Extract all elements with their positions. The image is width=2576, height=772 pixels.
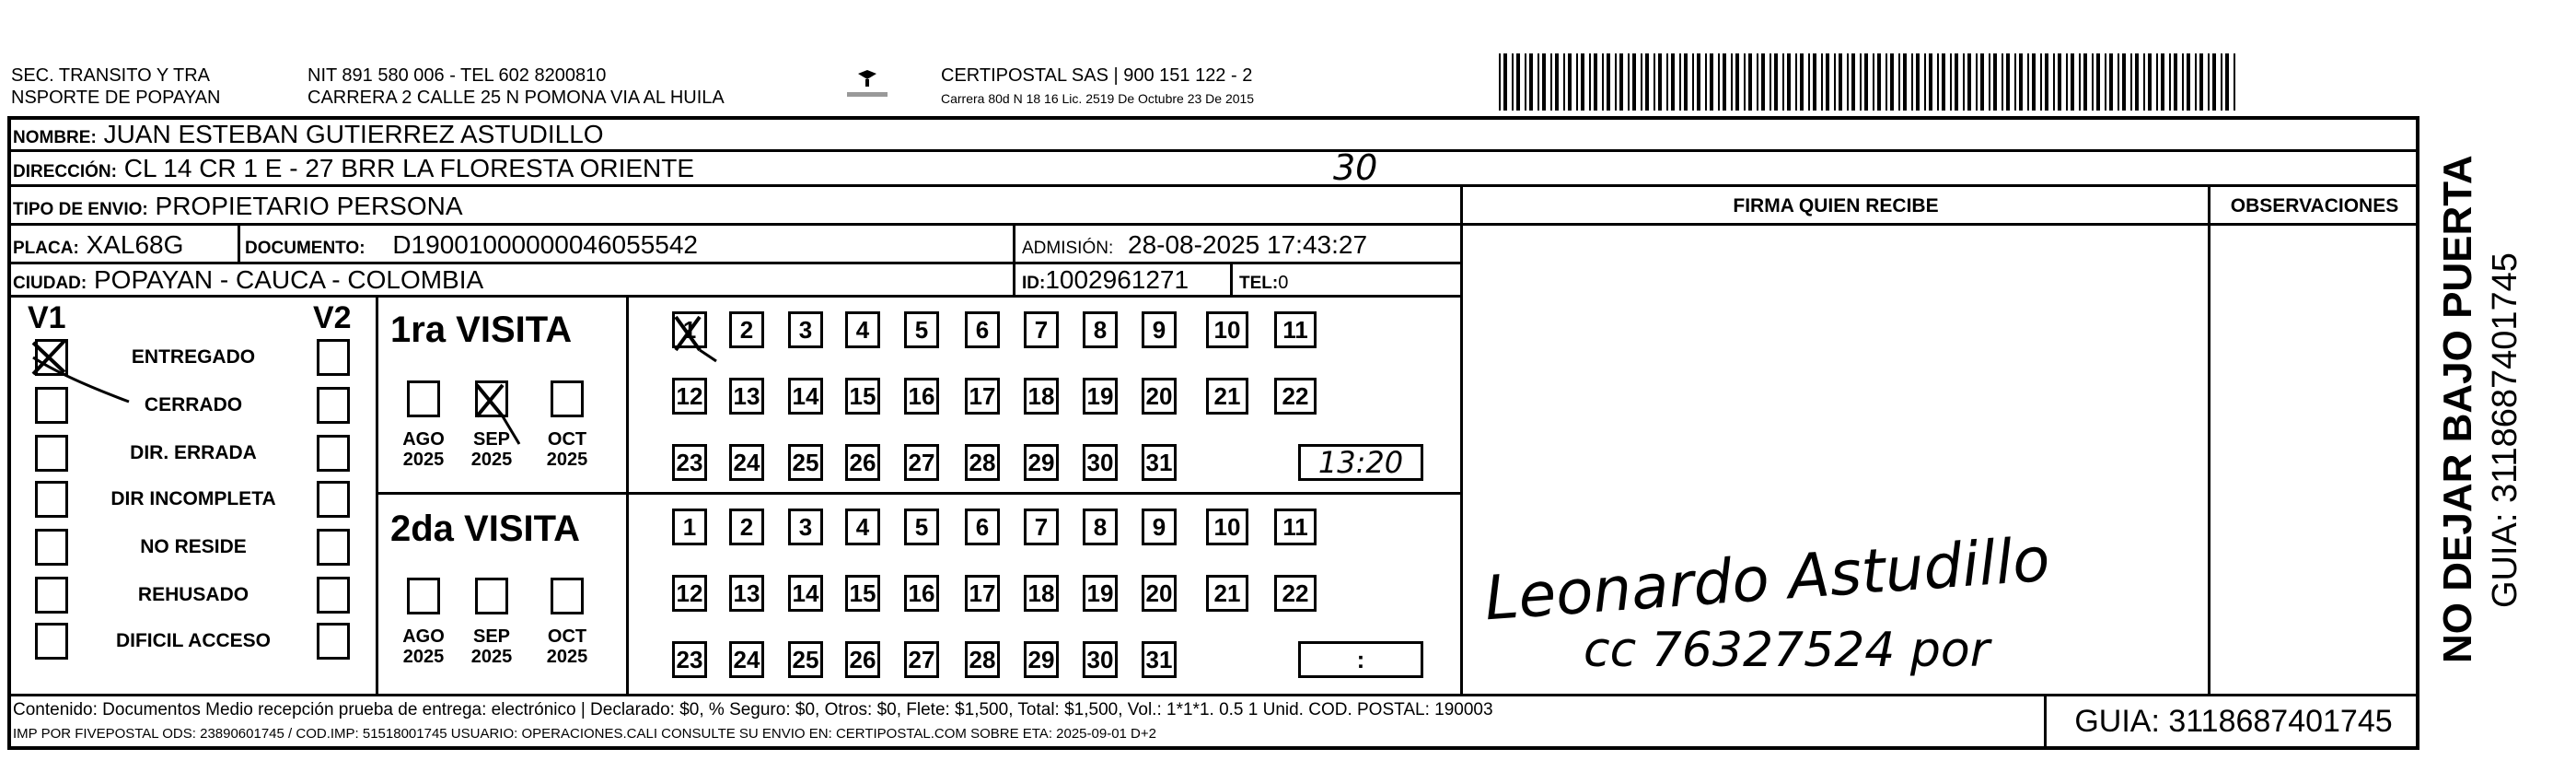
visit-1-day-box[interactable]: 23	[672, 444, 707, 481]
carrier-logo-icon	[840, 66, 895, 103]
id-cell	[1022, 265, 1189, 298]
barcode-bar	[1877, 53, 1881, 111]
barcode-bar	[1723, 53, 1726, 111]
visit-2-day-box[interactable]: 12	[672, 575, 707, 612]
barcode-bar	[1619, 53, 1623, 111]
barcode-bar	[1787, 53, 1791, 111]
footer-guia: GUIA: 3118687401745	[2074, 704, 2393, 739]
barcode-bar	[1937, 53, 1939, 111]
visit-2-month-label: AGO 2025	[402, 626, 445, 667]
barcode-bar	[1628, 53, 1630, 111]
sender-info	[307, 64, 725, 109]
ciudad-value: POPAYAN - CAUCA - COLOMBIA	[94, 265, 484, 294]
barcode-bar	[2122, 53, 2126, 111]
documento-value: D19001000000046055542	[392, 230, 698, 259]
barcode-bar	[1795, 53, 1797, 111]
tel-cell	[1239, 265, 1288, 298]
barcode-bar	[1886, 53, 1887, 111]
visit-1-day-box[interactable]: 2	[729, 311, 764, 348]
visit-1-month-checkbox[interactable]	[407, 380, 440, 417]
admision-cell	[1022, 230, 1367, 263]
barcode-bar	[1924, 53, 1926, 111]
barcode-bar	[1770, 53, 1771, 111]
visit-1-day-box[interactable]: 5	[904, 311, 939, 348]
status-label: REHUSADO	[137, 584, 249, 605]
barcode-bar	[1950, 53, 1952, 111]
nombre-row	[13, 120, 604, 153]
nombre-label: NOMBRE:	[13, 128, 97, 147]
barcode-bar	[1529, 53, 1533, 111]
barcode-bar	[1555, 53, 1559, 111]
visit-2-day-box[interactable]: 11	[1274, 509, 1317, 545]
barcode-bar	[1916, 53, 1920, 111]
barcode-bar	[1898, 53, 1900, 111]
tipo-envio-row	[13, 192, 463, 225]
barcode-bar	[2105, 53, 2106, 111]
v2-status-checkbox[interactable]	[317, 623, 350, 660]
side-guia: GUIA: 3118687401745	[2486, 252, 2524, 608]
barcode-bar	[1581, 53, 1584, 111]
barcode-bar	[1645, 53, 1649, 111]
carrier-info	[941, 64, 1254, 107]
barcode-bar	[1911, 53, 1913, 111]
barcode-bar	[1826, 53, 1829, 111]
barcode-bar	[1989, 53, 1990, 111]
footer-line-2: IMP POR FIVEPOSTAL ODS: 23890601745 / COD.IMP: 51518001745 USUARIO: OPERACIONES.CALI CONSULTE SU ENVIO EN: CERTIPOSTAL.COM SOBRE ETA: 2025-09-01 D+2	[13, 726, 1156, 742]
visit-1-day-box[interactable]: 20	[1142, 378, 1177, 415]
barcode-bar	[1821, 53, 1823, 111]
footer-line-1: Contenido: Documentos Medio recepción prueba de entrega: electrónico | Declarado: $0, % Seguro: $0, Otros: $0, Flete: $1,500, Total: $1,500, Vol.: 1*1*1. 0.5 1 Unid. COD. POSTAL: 190003	[13, 700, 1493, 719]
barcode-bar	[1748, 53, 1752, 111]
placa-label: PLACA:	[13, 239, 79, 258]
visit-1-month-label: SEP 2025	[470, 429, 513, 470]
barcode-bar	[1873, 53, 1874, 111]
visit-1-day-box[interactable]: 4	[845, 311, 880, 348]
visit-2-day-box[interactable]: 5	[904, 509, 939, 545]
visit-1-day-box[interactable]: 18	[1024, 378, 1059, 415]
visit-2-title: 2da VISITA	[390, 509, 580, 549]
day-checkmark	[668, 311, 724, 367]
barcode-bar	[1563, 53, 1565, 111]
status-label: CERRADO	[144, 394, 243, 415]
visit-2-day-box[interactable]: 29	[1024, 641, 1059, 678]
barcode-bar	[2006, 53, 2010, 111]
barcode-bar	[1976, 53, 1978, 111]
barcode-bar	[1589, 53, 1591, 111]
barcode-bar	[1757, 53, 1758, 111]
visit-2-day-box[interactable]: 16	[904, 575, 939, 612]
barcode-bar	[2066, 53, 2068, 111]
id-label: ID:	[1022, 274, 1046, 293]
tipo-envio-label: TIPO DE ENVIO:	[13, 200, 148, 219]
barcode-bar	[1525, 53, 1526, 111]
barcode-bar	[1658, 53, 1662, 111]
visit-2-day-box[interactable]: 4	[845, 509, 880, 545]
barcode-bar	[2083, 53, 2087, 111]
visit-2-day-box[interactable]: 2	[729, 509, 764, 545]
observaciones-header: OBSERVACIONES	[2230, 195, 2399, 216]
visit-2-time-box[interactable]: :	[1298, 641, 1423, 678]
visit-2-day-box[interactable]: 27	[904, 641, 939, 678]
barcode-bar	[1860, 53, 1862, 111]
visit-1-day-box[interactable]: 19	[1083, 378, 1118, 415]
barcode-bar	[1692, 53, 1694, 111]
barcode-bar	[2014, 53, 2016, 111]
visit-2-day-box[interactable]: 20	[1142, 575, 1177, 612]
placa-value: XAL68G	[86, 230, 184, 259]
visit-2-day-box[interactable]: 18	[1024, 575, 1059, 612]
direccion-label: DIRECCIÓN:	[13, 162, 117, 181]
firma-header: FIRMA QUIEN RECIBE	[1733, 195, 1939, 216]
visit-2-day-box[interactable]: 14	[788, 575, 823, 612]
visit-2-day-box[interactable]: 24	[729, 641, 764, 678]
visit-1-day-box[interactable]: 17	[965, 378, 1000, 415]
tipo-envio-value: PROPIETARIO PERSONA	[155, 192, 463, 220]
barcode-bar	[2199, 53, 2203, 111]
barcode-bar	[1512, 53, 1514, 111]
nit-line-2: CARRERA 2 CALLE 25 N POMONA VIA AL HUILA	[307, 88, 725, 108]
sender-name	[11, 64, 220, 109]
visit-2-day-box[interactable]: 26	[845, 641, 880, 678]
barcode-bar	[1697, 53, 1700, 111]
visit-2-day-box[interactable]: 28	[965, 641, 1000, 678]
admision-label: ADMISIÓN:	[1022, 239, 1114, 258]
barcode-bar	[1808, 53, 1810, 111]
barcode-bar	[1516, 53, 1520, 111]
visit-1-day-box[interactable]: 28	[965, 444, 1000, 481]
barcode-bar	[2109, 53, 2113, 111]
v1-status-checkbox[interactable]	[35, 435, 68, 472]
sender-line-2: NSPORTE DE POPAYAN	[11, 88, 221, 108]
barcode-bar	[1929, 53, 1932, 111]
barcode-bar	[1774, 53, 1778, 111]
visit-1-day-box[interactable]: 16	[904, 378, 939, 415]
barcode-bar	[1782, 53, 1784, 111]
barcode-bar	[1735, 53, 1739, 111]
barcode-bar	[1980, 53, 1984, 111]
barcode-bar	[2002, 53, 2003, 111]
visit-2-day-box[interactable]: 6	[965, 509, 1000, 545]
visit-1-title: 1ra VISITA	[390, 310, 573, 350]
visit-2-day-box[interactable]: 31	[1142, 641, 1177, 678]
barcode-bar	[1847, 53, 1849, 111]
barcode-bar	[2156, 53, 2158, 111]
barcode-bar	[1654, 53, 1655, 111]
visit-1-day-box[interactable]: 24	[729, 444, 764, 481]
status-label: NO RESIDE	[140, 536, 247, 557]
status-label: DIR INCOMPLETA	[110, 488, 276, 509]
visit-1-month-label: OCT 2025	[546, 429, 588, 470]
visit-2-day-box[interactable]: 19	[1083, 575, 1118, 612]
barcode-bar	[2208, 53, 2210, 111]
barcode-bar	[2143, 53, 2145, 111]
barcode-bar	[1903, 53, 1907, 111]
barcode-bar	[1666, 53, 1668, 111]
visit-1-day-box[interactable]: 11	[1274, 311, 1317, 348]
barcode-bar	[2019, 53, 2023, 111]
visit-1-month-checkbox[interactable]	[551, 380, 584, 417]
signature-id: cc 76327524 por	[1584, 623, 1990, 678]
status-label: DIFICIL ACCESO	[115, 630, 271, 651]
visit-2-month-label: OCT 2025	[546, 626, 588, 667]
direccion-row	[13, 154, 694, 187]
visit-1-day-box[interactable]: 27	[904, 444, 939, 481]
barcode-bar	[1761, 53, 1765, 111]
admision-value: 28-08-2025 17:43:27	[1128, 230, 1368, 259]
barcode-bar	[1576, 53, 1578, 111]
visit-1-day-box[interactable]: 12	[672, 378, 707, 415]
nombre-value: JUAN ESTEBAN GUTIERREZ ASTUDILLO	[103, 120, 604, 148]
visit-2-month-checkbox[interactable]	[551, 578, 584, 614]
v2-status-checkbox[interactable]	[317, 529, 350, 566]
barcode-bar	[1594, 53, 1597, 111]
direccion-value: CL 14 CR 1 E - 27 BRR LA FLORESTA ORIENTE	[123, 154, 695, 182]
visit-1-day-box[interactable]: 8	[1083, 311, 1118, 348]
barcode-bar	[1705, 53, 1707, 111]
barcode-bar	[2225, 53, 2229, 111]
v1-status-checkbox[interactable]	[35, 623, 68, 660]
visit-1-day-box[interactable]: 1	[672, 311, 707, 348]
barcode-bar	[2027, 53, 2029, 111]
visit-1-day-box[interactable]: 13	[729, 378, 764, 415]
v2-status-checkbox[interactable]	[317, 339, 350, 376]
barcode-bar	[1744, 53, 1746, 111]
visit-1-day-box[interactable]: 25	[788, 444, 823, 481]
barcode-bar	[2040, 53, 2042, 111]
barcode-bar	[1993, 53, 1997, 111]
barcode-bar	[2135, 53, 2139, 111]
barcode-bar	[1864, 53, 1868, 111]
barcode-bar	[1607, 53, 1610, 111]
barcode-bar	[1632, 53, 1636, 111]
visit-2-day-box[interactable]: 21	[1206, 575, 1248, 612]
visit-1-day-box[interactable]: 29	[1024, 444, 1059, 481]
visit-1-day-box[interactable]: 6	[965, 311, 1000, 348]
barcode-bar	[1963, 53, 1965, 111]
barcode-bar	[1537, 53, 1539, 111]
barcode-bar	[2045, 53, 2048, 111]
barcode-bar	[1813, 53, 1816, 111]
documento-label: DOCUMENTO:	[245, 239, 366, 258]
barcode-bar	[2130, 53, 2132, 111]
barcode-bar	[1684, 53, 1688, 111]
nit-line-1: NIT 891 580 006 - TEL 602 8200810	[307, 65, 607, 86]
placa-cell	[13, 230, 183, 263]
visit-2-day-box[interactable]: 9	[1142, 509, 1177, 545]
barcode-bar	[2234, 53, 2235, 111]
tel-label: TEL:	[1239, 274, 1279, 293]
barcode-bar	[2212, 53, 2216, 111]
barcode-bar	[2053, 53, 2055, 111]
barcode-bar	[1568, 53, 1572, 111]
barcode-bar	[1641, 53, 1642, 111]
barcode-bar	[1834, 53, 1836, 111]
barcode-bar	[1851, 53, 1855, 111]
barcode-bar	[2079, 53, 2081, 111]
visit-1-day-box[interactable]: 3	[788, 311, 823, 348]
visit-2-month-label: SEP 2025	[470, 626, 513, 667]
v2-status-checkbox[interactable]	[317, 435, 350, 472]
barcode-bar	[2169, 53, 2171, 111]
barcode-bar	[1839, 53, 1842, 111]
barcode-bar	[2092, 53, 2094, 111]
barcode-bar	[2221, 53, 2222, 111]
barcode-bar	[2187, 53, 2190, 111]
barcode-bar	[2174, 53, 2177, 111]
barcode-bar	[2118, 53, 2119, 111]
v2-header: V2	[313, 300, 352, 335]
carrier-line-2: Carrera 80d N 18 16 Lic. 2519 De Octubre 23 De 2015	[941, 91, 1255, 106]
visit-2-day-box[interactable]: 30	[1083, 641, 1118, 678]
visit-2-day-box[interactable]: 13	[729, 575, 764, 612]
visit-1-day-box[interactable]: 7	[1024, 311, 1059, 348]
visit-2-day-box[interactable]: 3	[788, 509, 823, 545]
barcode-bar	[1542, 53, 1546, 111]
v1-status-checkbox[interactable]	[35, 577, 68, 614]
barcode-bar	[2032, 53, 2036, 111]
visit-1-day-box[interactable]: 31	[1142, 444, 1177, 481]
visit-2-day-box[interactable]: 15	[845, 575, 880, 612]
barcode-bar	[1671, 53, 1675, 111]
barcode-bar	[1503, 53, 1507, 111]
visit-1-day-box[interactable]: 22	[1274, 378, 1317, 415]
barcode-bar	[1967, 53, 1971, 111]
barcode-bar	[1550, 53, 1552, 111]
ciudad-cell	[13, 265, 483, 298]
v2-status-checkbox[interactable]	[317, 481, 350, 518]
visit-1-day-box[interactable]: 26	[845, 444, 880, 481]
visit-2-day-box[interactable]: 23	[672, 641, 707, 678]
visit-2-day-box[interactable]: 10	[1206, 509, 1248, 545]
signature-name: Leonardo Astudillo	[1482, 523, 2052, 635]
barcode-bar	[1890, 53, 1894, 111]
barcode-bar	[2071, 53, 2074, 111]
status-label: ENTREGADO	[131, 346, 256, 368]
barcode-bar	[1731, 53, 1733, 111]
visit-1-time-box[interactable]: 13:20	[1298, 444, 1423, 481]
visit-1-day-box[interactable]: 21	[1206, 378, 1248, 415]
v1-header: V1	[28, 300, 66, 335]
barcode	[1499, 53, 2245, 111]
barcode-bar	[1499, 53, 1501, 111]
barcode-bar	[1800, 53, 1804, 111]
visit-1-month-label: AGO 2025	[402, 429, 445, 470]
documento-cell	[245, 230, 698, 263]
barcode-bar	[2182, 53, 2184, 111]
v2-status-checkbox[interactable]	[317, 387, 350, 424]
visit-1-day-box[interactable]: 9	[1142, 311, 1177, 348]
v1-checkmark	[28, 332, 193, 405]
visit-2-month-checkbox[interactable]	[475, 578, 508, 614]
barcode-bar	[1710, 53, 1713, 111]
status-label: DIR. ERRADA	[130, 442, 257, 463]
visit-1-day-box[interactable]: 30	[1083, 444, 1118, 481]
visit-2-day-box[interactable]: 17	[965, 575, 1000, 612]
barcode-bar	[1615, 53, 1617, 111]
barcode-bar	[2096, 53, 2100, 111]
direccion-handwritten-note: 30	[1333, 147, 1378, 188]
barcode-bar	[1955, 53, 1958, 111]
barcode-bar	[1718, 53, 1720, 111]
barcode-bar	[2148, 53, 2152, 111]
id-value: 1002961271	[1045, 265, 1189, 294]
side-warning: NO DEJAR BAJO PUERTA	[2435, 155, 2480, 663]
visit-2-day-box[interactable]: 1	[672, 509, 707, 545]
barcode-bar	[1942, 53, 1945, 111]
v1-status-checkbox[interactable]	[35, 481, 68, 518]
visit-2-day-box[interactable]: 22	[1274, 575, 1317, 612]
visit-2-day-box[interactable]: 8	[1083, 509, 1118, 545]
visit-1-day-box[interactable]: 10	[1206, 311, 1248, 348]
barcode-bar	[1602, 53, 1604, 111]
carrier-line-1: CERTIPOSTAL SAS | 900 151 122 - 2	[941, 65, 1253, 86]
visit-1-day-box[interactable]: 15	[845, 378, 880, 415]
barcode-bar	[1679, 53, 1681, 111]
ciudad-label: CIUDAD:	[13, 274, 87, 293]
barcode-bar	[2195, 53, 2197, 111]
v1-status-checkbox[interactable]	[35, 529, 68, 566]
tel-value: 0	[1278, 273, 1289, 293]
v2-status-checkbox[interactable]	[317, 577, 350, 614]
month-checkmark	[470, 378, 534, 451]
barcode-bar	[2058, 53, 2061, 111]
sender-line-1: SEC. TRANSITO Y TRA	[11, 65, 210, 86]
visit-1-day-box[interactable]: 14	[788, 378, 823, 415]
barcode-bar	[2161, 53, 2164, 111]
visit-2-month-checkbox[interactable]	[407, 578, 440, 614]
visit-2-day-box[interactable]: 7	[1024, 509, 1059, 545]
visit-2-day-box[interactable]: 25	[788, 641, 823, 678]
